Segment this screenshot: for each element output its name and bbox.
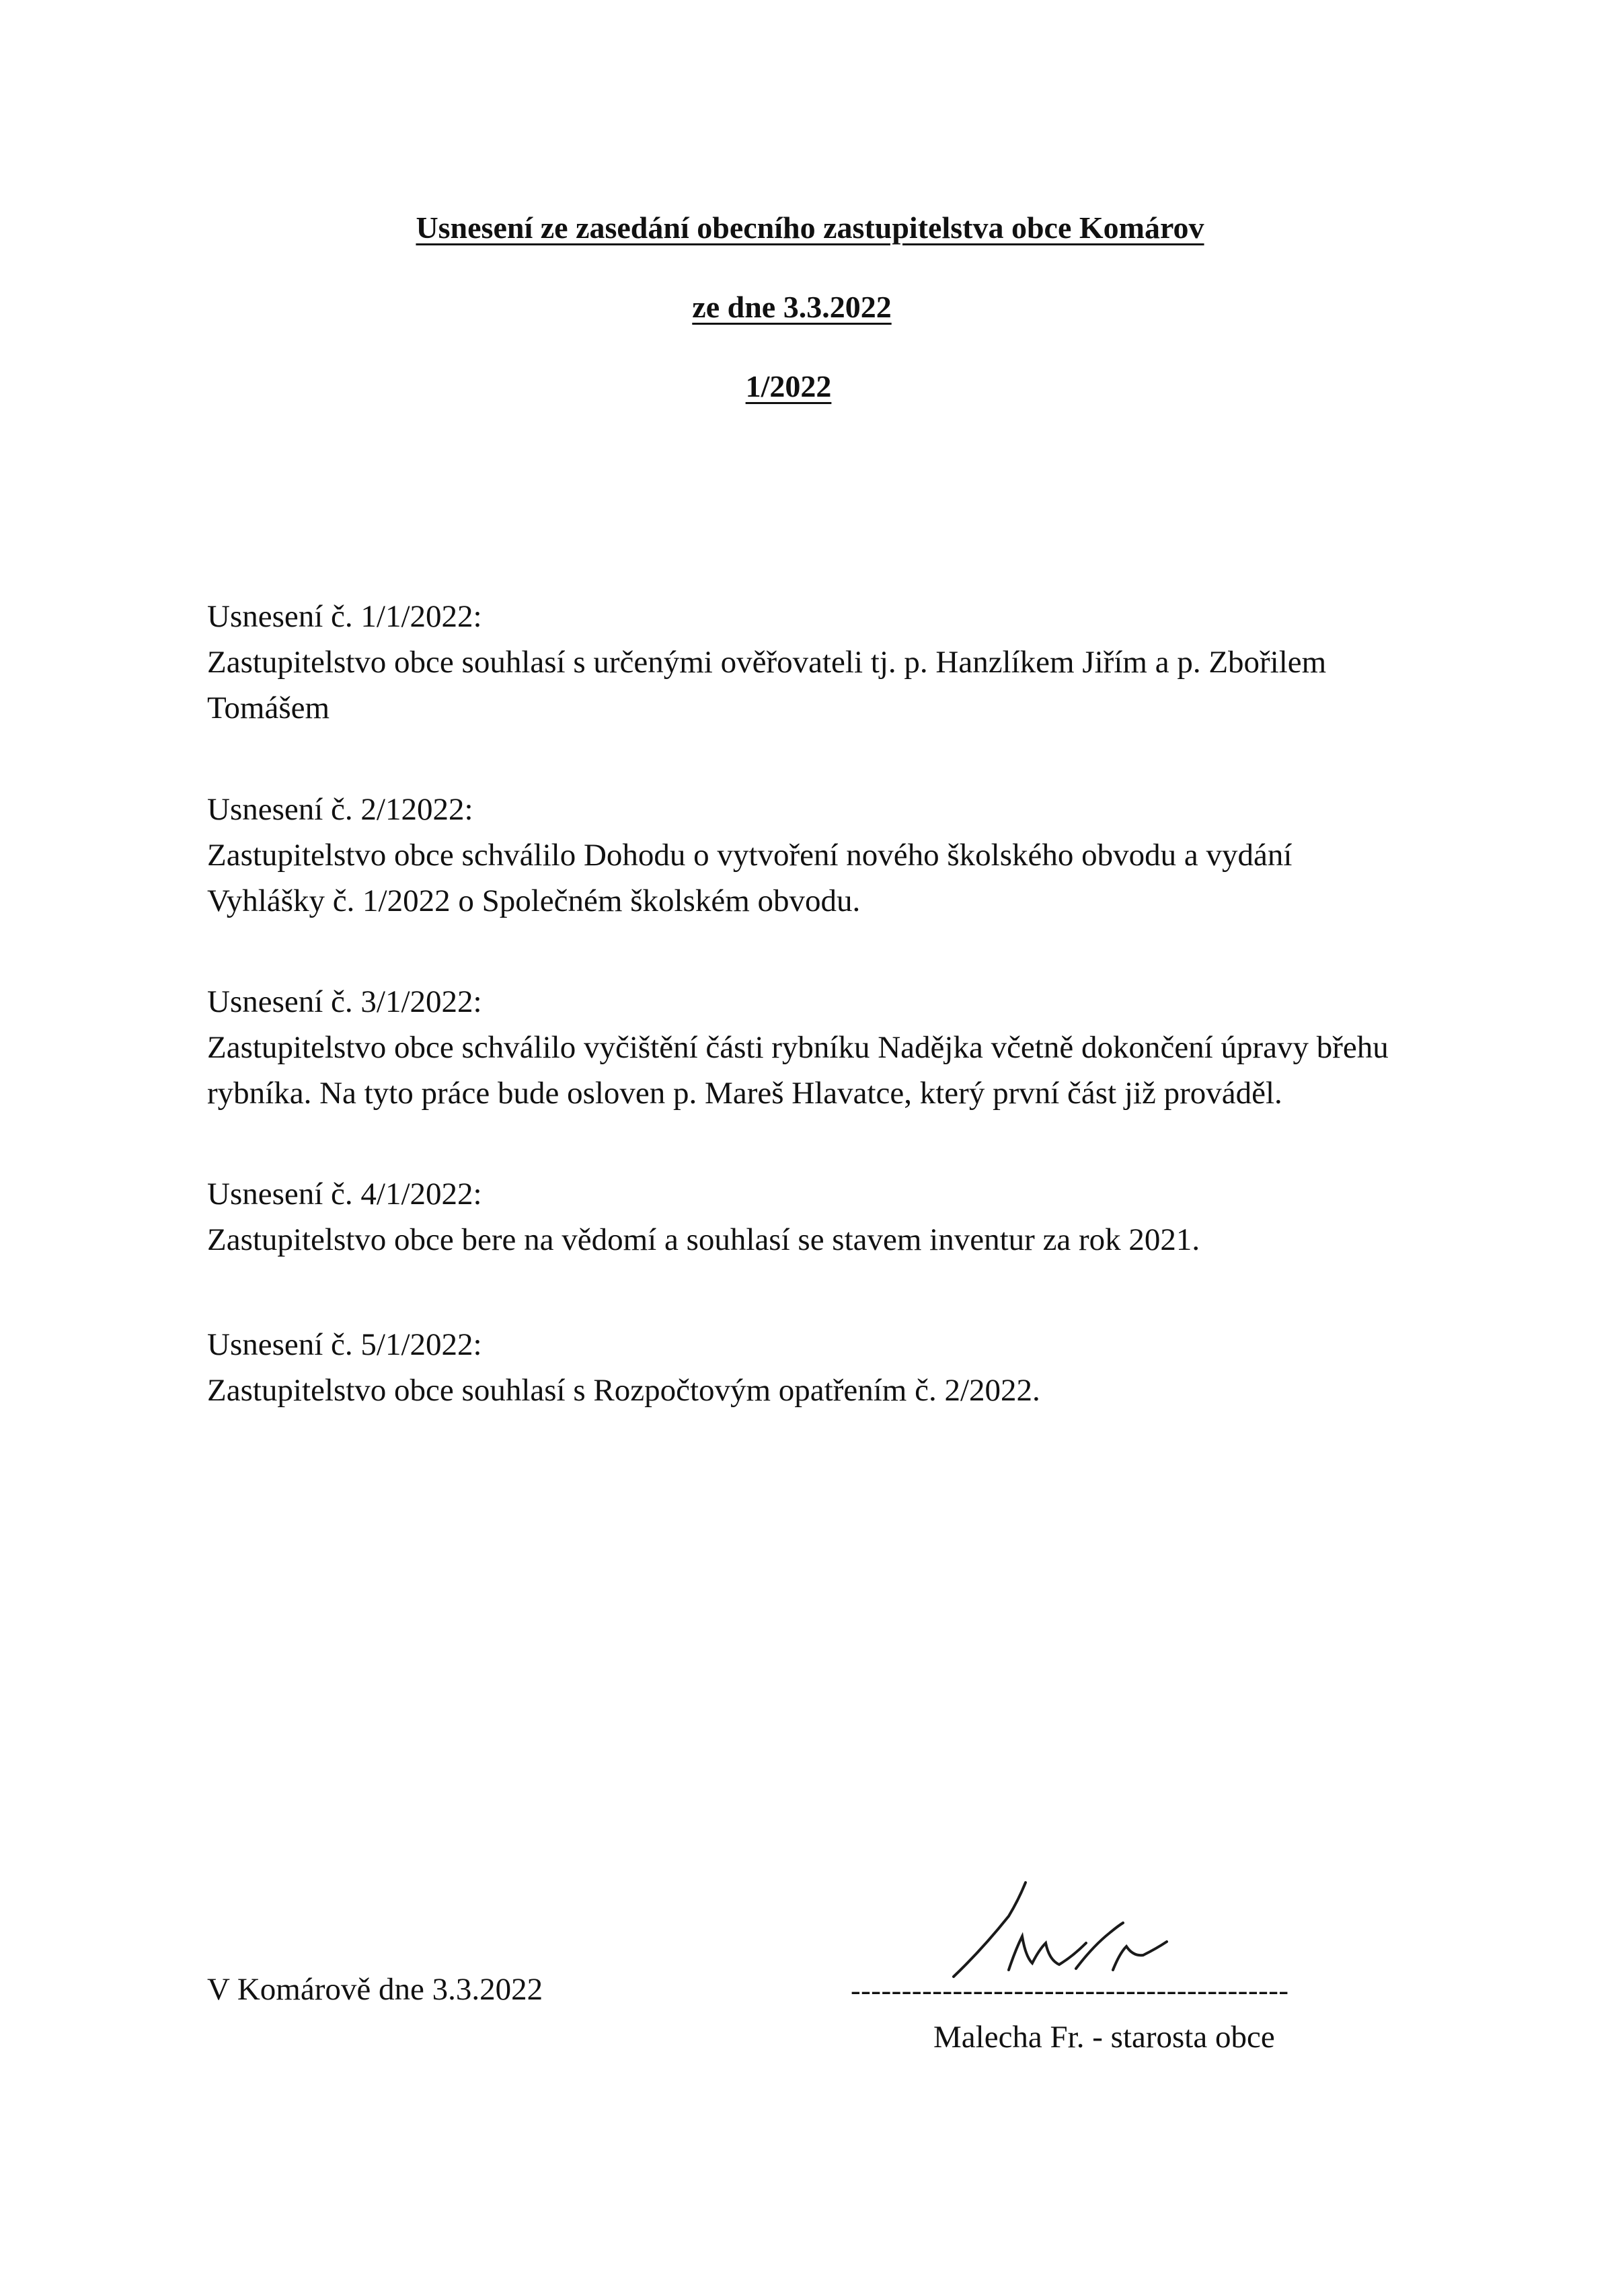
resolution-text-line: Zastupitelstvo obce bere na vědomí a souhlasí se stavem inventur za rok 2021. — [207, 1222, 1200, 1257]
resolution-series-number: 1/2022 — [745, 369, 832, 403]
resolution-text-line: Zastupitelstvo obce souhlasí s Rozpočtovým opatřením č. 2/2022. — [207, 1373, 1040, 1408]
resolution-label: Usnesení č. 4/1/2022: — [207, 1177, 482, 1212]
resolution-text-line: Tomášem — [207, 690, 330, 725]
resolution-label: Usnesení č. 5/1/2022: — [207, 1327, 482, 1362]
signer-name: Malecha Fr. - starosta obce — [933, 2020, 1275, 2055]
resolution-text-line: Zastupitelstvo obce schválilo vyčištění části rybníku Nadějka včetně dokončení úpravy břehu — [207, 1030, 1389, 1065]
resolution-text-line: Vyhlášky č. 1/2022 o Společném školském obvodu. — [207, 883, 861, 918]
resolution-text-line: Zastupitelstvo obce souhlasí s určenými ověřovateli tj. p. Hanzlíkem Jiřím a p. Zbořilem — [207, 645, 1327, 680]
resolution-1 — [207, 594, 1485, 731]
meeting-date: ze dne 3.3.2022 — [692, 290, 892, 324]
place-and-date: V Komárově dne 3.3.2022 — [207, 1972, 543, 2007]
resolution-4 — [207, 1171, 1485, 1263]
resolution-text-line: rybníka. Na tyto práce bude osloven p. Mareš Hlavatce, který první část již prováděl. — [207, 1076, 1282, 1111]
document-title: Usnesení ze zasedání obecního zastupitelstva obce Komárov — [416, 210, 1204, 245]
resolution-5 — [207, 1322, 1485, 1413]
resolution-label: Usnesení č. 3/1/2022: — [207, 984, 482, 1019]
resolution-label: Usnesení č. 2/12022: — [207, 792, 473, 827]
resolution-3 — [207, 979, 1485, 1116]
resolution-label: Usnesení č. 1/1/2022: — [207, 599, 482, 634]
signature-line: ------------------------------------------- — [851, 1974, 1289, 2007]
resolution-2 — [207, 787, 1485, 924]
resolution-text-line: Zastupitelstvo obce schválilo Dohodu o vytvoření nového školského obvodu a vydání — [207, 838, 1293, 873]
